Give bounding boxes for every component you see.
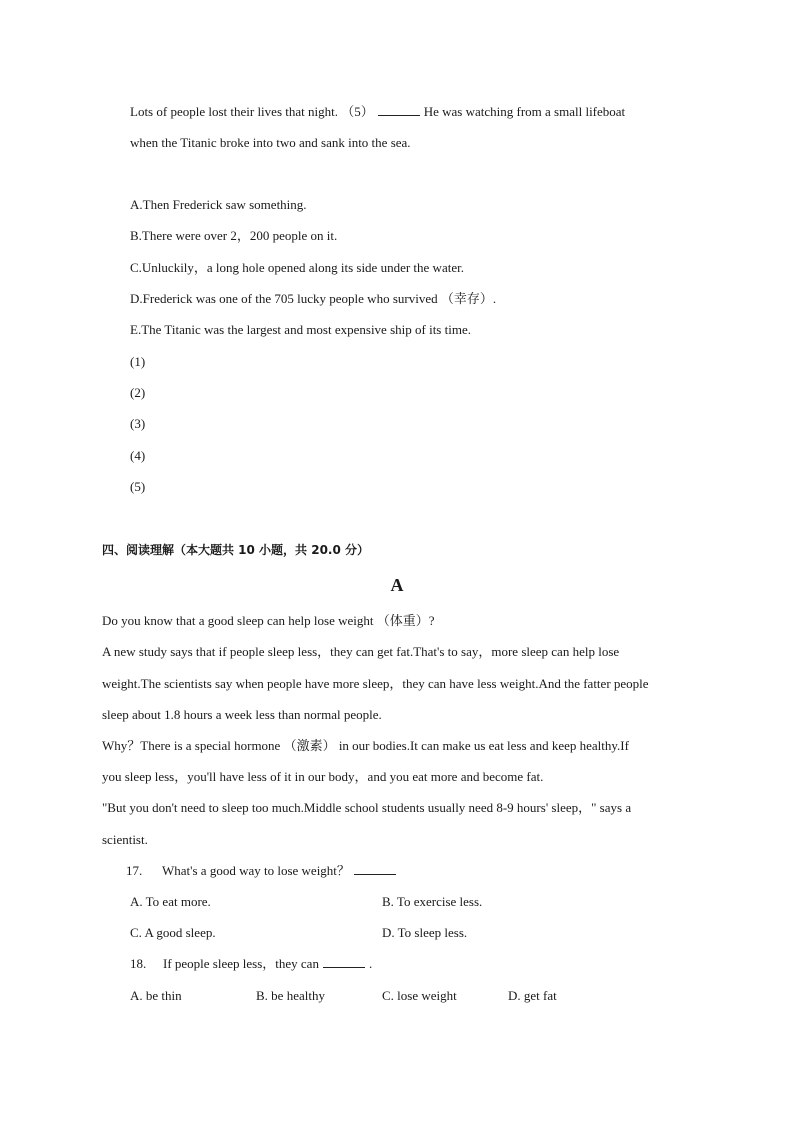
question-18 <box>130 956 372 972</box>
reading-line-4: sleep about 1.8 hours a week less than normal people. <box>102 707 382 722</box>
question-17-text: What's a good way to lose weight？ <box>162 863 350 878</box>
q18-option-d[interactable]: D. get fat <box>508 988 557 1003</box>
question-17 <box>126 863 400 879</box>
passage-line-1-end: He was watching from a small lifeboat <box>423 104 626 119</box>
q17-option-c[interactable]: C. A good sleep. <box>130 925 216 940</box>
question-18-number: 18. <box>130 956 147 971</box>
option-d: D.Frederick was one of the 705 lucky people who survived （幸存）. <box>130 291 497 306</box>
q17-option-d[interactable]: D. To sleep less. <box>382 925 468 940</box>
question-18-blank[interactable] <box>323 956 365 968</box>
answer-slot-3[interactable]: (3) <box>130 416 146 431</box>
reading-line-8: scientist. <box>102 832 148 847</box>
reading-line-1: Do you know that a good sleep can help lose weight （体重）? <box>102 613 435 628</box>
question-18-period: . <box>368 956 373 971</box>
reading-line-2: A new study says that if people sleep less，they can get fat.That's to say，more sleep can help lose <box>102 644 620 659</box>
reading-line-5: Why？There is a special hormone （激素） in our bodies.It can make us eat less and keep healthy.If <box>102 738 629 753</box>
option-e: E.The Titanic was the largest and most expensive ship of its time. <box>130 322 471 337</box>
passage-letter: A <box>390 575 404 595</box>
question-17-blank[interactable] <box>354 863 396 875</box>
q18-option-b[interactable]: B. be healthy <box>256 988 325 1003</box>
reading-line-3: weight.The scientists say when people have more sleep，they can have less weight.And the fatter people <box>102 676 649 691</box>
answer-slot-5[interactable]: (5) <box>130 479 146 494</box>
question-18-text: If people sleep less，they can <box>163 956 319 971</box>
option-c: C.Unluckily，a long hole opened along its side under the water. <box>130 260 464 275</box>
answer-slot-2[interactable]: (2) <box>130 385 146 400</box>
passage-line-2: when the Titanic broke into two and sank into the sea. <box>130 135 411 150</box>
q18-option-c[interactable]: C. lose weight <box>382 988 457 1003</box>
section-heading: 四、阅读理解（本大题共 10 小题，共 20.0 分） <box>102 543 370 557</box>
q17-option-a[interactable]: A. To eat more. <box>130 894 211 909</box>
answer-slot-1[interactable]: (1) <box>130 354 146 369</box>
q18-option-a[interactable]: A. be thin <box>130 988 182 1003</box>
answer-blank-5[interactable] <box>378 104 420 116</box>
passage-line-1 <box>130 104 625 120</box>
passage-line-1-start: Lots of people lost their lives that night. （5） <box>130 104 374 119</box>
q17-option-b[interactable]: B. To exercise less. <box>382 894 483 909</box>
question-17-number: 17. <box>126 863 143 878</box>
reading-line-6: you sleep less，you'll have less of it in our body，and you eat more and become fat. <box>102 769 544 784</box>
option-a: A.Then Frederick saw something. <box>130 197 307 212</box>
reading-line-7: "But you don't need to sleep too much.Middle school students usually need 8-9 hours' sleep，" says a <box>102 800 632 815</box>
option-b: B.There were over 2，200 people on it. <box>130 228 338 243</box>
answer-slot-4[interactable]: (4) <box>130 448 146 463</box>
